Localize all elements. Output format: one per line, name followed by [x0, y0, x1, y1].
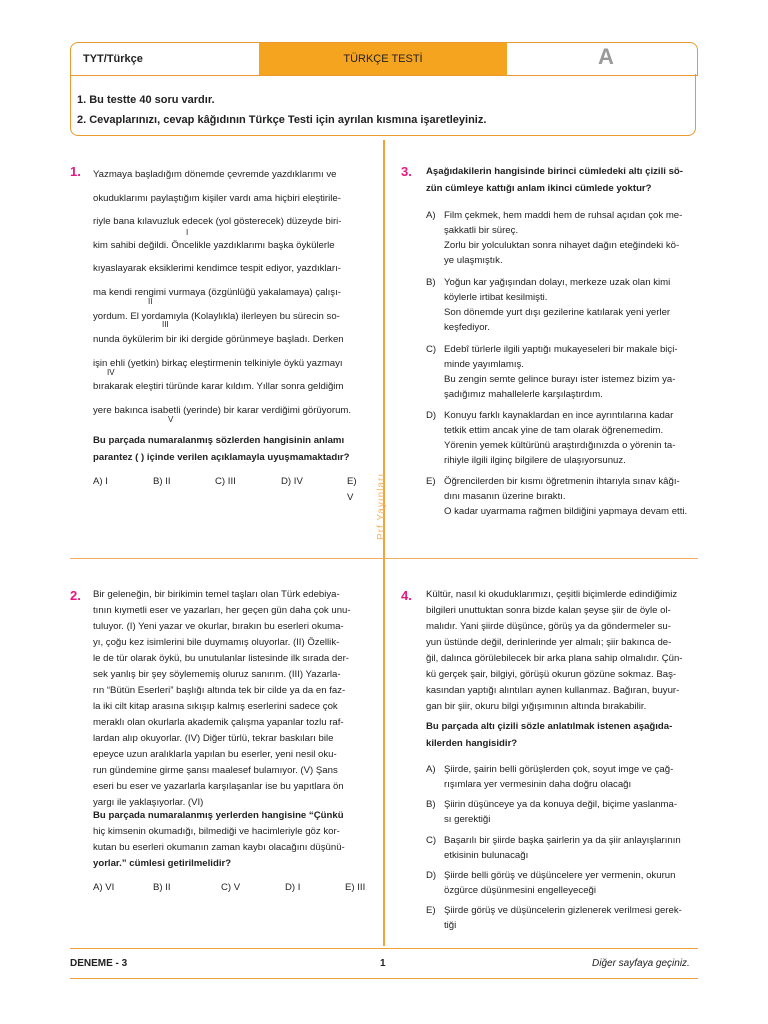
q4-option-e[interactable]	[426, 903, 706, 933]
next-page-note: Diğer sayfaya geçiniz.	[592, 958, 690, 969]
q4-line: yun üstünde değil, derinlerinde yer almalı; şiir bakınca de-	[426, 637, 672, 648]
page-number: 1	[380, 958, 386, 969]
instruction-2: 2. Cevaplarınızı, cevap kâğıdının Türkçe Testi için ayrılan kısmına işaretleyiniz.	[77, 114, 487, 126]
option-line: dını masanın üzerine bıraktı.	[444, 491, 566, 502]
q1-line: ma kendi rengimi vurmaya (özgünlüğü yakalamaya) çalışı-	[93, 286, 341, 298]
q1-line: yordum. El yordamıyla (Kolaylıkla) ilerleyen bu sürecin so-	[93, 310, 340, 322]
option-line: rihiyle ilgili ilginç bilgilere de ulaşıyorsunuz.	[444, 455, 626, 466]
q4-line: gan bir şiir, okuru bilgi yığışımının altında bırakabilir.	[426, 701, 647, 712]
q3-option-e[interactable]	[426, 474, 704, 519]
option-line: tiği	[444, 920, 457, 931]
option-line: ye ulaşmıştık.	[444, 255, 503, 266]
q4-prompt-line: Bu parçada altı çizili sözle anlatılmak istenen aşağıda-	[426, 721, 673, 732]
option-line: köylerle irtibat kesilmişti.	[444, 292, 548, 303]
roman-marker-5: V	[168, 415, 174, 424]
column-divider	[383, 140, 385, 946]
option-b[interactable]: B) II	[153, 882, 171, 893]
exam-name: DENEME - 3	[70, 958, 128, 969]
q1-line: bırakarak eleştiri türünde karar kıldım. Yıllar sonra geldiğim	[93, 381, 344, 393]
subject-label: TYT/Türkçe	[83, 53, 143, 65]
option-line: Yoğun kar yağışından dolayı, merkeze uzak olan kimi	[444, 277, 671, 288]
q4-line: ğil, dalınca görülebilecek bir arka plana sahip olmalıdır. Çün-	[426, 653, 683, 664]
roman-marker-2: II	[148, 297, 153, 306]
option-a[interactable]: A) VI	[93, 882, 115, 893]
publisher-watermark: Prf Yayınları	[376, 472, 387, 540]
option-line: minde yayımlamış.	[444, 359, 524, 370]
option-line: Şiirde görüş ve düşüncelerin gizlenerek verilmesi gerek-	[444, 905, 682, 916]
footer-top-rule	[70, 948, 698, 949]
option-line: Yörenin yemek kültürünü araştırdığınızda o yörenin ta-	[444, 440, 676, 451]
q1-line: nunda öykülerim bir iki dergide görünmeye başladı. Derken	[93, 334, 344, 346]
option-line: Edebî türlerle ilgili yaptığı mukayeseleri bir makale biçi-	[444, 344, 678, 355]
q4-line: Kültür, nasıl ki okuduklarımızı, çeşitli biçimlerde edindiğimiz	[426, 589, 678, 600]
instruction-1: 1. Bu testte 40 soru vardır.	[77, 94, 215, 106]
option-label: C)	[426, 344, 437, 355]
booklet-letter: A	[598, 44, 614, 69]
option-line: Konuyu farklı kaynaklardan en ince ayrıntılarına kadar	[444, 410, 674, 421]
q2-line: la iki cilt kitap arasına sıkışıp kalmış eserlerini sadece çok	[93, 701, 338, 712]
option-line: Şiirde belli görüş ve düşüncelere yer vermenin, okurun	[444, 870, 676, 881]
q2-line: Bir geleneğin, bir birikimin temel taşları olan Türk edebiya-	[93, 589, 340, 600]
roman-marker-4: IV	[107, 368, 115, 377]
question-4-text	[426, 587, 706, 715]
q4-line: bilgileri unuttuktan sonra bizde kalan şeyse şiir de öyle ol-	[426, 605, 671, 616]
q1-prompt-line: Bu parçada numaralanmış sözlerden hangisinin anlamı	[93, 435, 345, 446]
q2-line: le de tür olarak öykü, bu unutulanlar listesinde ilk sırada der-	[93, 653, 349, 664]
option-d[interactable]: D) I	[285, 882, 301, 893]
q4-prompt-line: kilerden hangisidir?	[426, 738, 518, 749]
question-1-prompt	[93, 432, 367, 466]
q2-line: lardan alıp okuyorlar. (IV) Diğer türlü, tekrar baskıları bile	[93, 733, 334, 744]
option-label: B)	[426, 799, 436, 810]
option-line: Zorlu bir yolculuktan sonra nihayet dağın eteğindeki kö-	[444, 240, 680, 251]
option-line: tetkik ettim ancak yine de tam olarak öğrenemedim.	[444, 425, 664, 436]
q3-prompt-line: Aşağıdakilerin hangisinde birinci cümledeki altı çizili sö-	[426, 166, 683, 177]
q4-option-c[interactable]	[426, 833, 706, 863]
question-2-prompt	[93, 808, 369, 872]
option-line: rışımlara yer vermesinin daha doğru olacağı	[444, 779, 632, 790]
footer-bottom-rule	[70, 978, 698, 979]
q4-option-a[interactable]	[426, 762, 706, 792]
option-line: Son dönemde yurt dışı gezilerine katılarak yeni yerler	[444, 307, 671, 318]
option-label: A)	[426, 764, 436, 775]
q3-option-b[interactable]	[426, 275, 704, 335]
option-line: O kadar uyarmama rağmen bildiğini yapmaya devam etti.	[444, 506, 688, 517]
q3-prompt-line: zün cümleye kattığı anlam ikinci cümlede yoktur?	[426, 183, 652, 194]
q1-line: kim sahibi değildi. Öncelikle yazdıklarımı başka öykülerle	[93, 239, 335, 251]
q4-line: malıdır. Yani şiirde düşünce, görüş ya da göndermeler su-	[426, 621, 671, 632]
q2-line: run gündemine girme şansı maalesef bulamıyor. (V) Şans	[93, 765, 338, 776]
option-label: C)	[426, 835, 437, 846]
q4-option-b[interactable]	[426, 797, 706, 827]
option-line: Şiirde, şairin belli görüşlerden çok, soyut imge ve çağ-	[444, 764, 674, 775]
question-3-prompt	[426, 163, 702, 197]
option-line: özgürce düşünmesini engelleyeceği	[444, 885, 596, 896]
question-2-text	[93, 587, 369, 811]
q2-prompt-line: kutan bu eserleri okumanın zaman kaybı olacağını düşünü-	[93, 842, 345, 853]
option-label: E)	[426, 476, 436, 487]
q2-line: rın “Bütün Eserleri” başlığı altında tek bir cilde ya da en faz-	[93, 685, 346, 696]
q2-prompt-line: Bu parçada numaralanmış yerlerden hangisine “Çünkü	[93, 810, 344, 821]
option-d[interactable]: D) IV	[281, 476, 303, 487]
q1-prompt-line: parantez ( ) içinde verilen açıklamayla uyuşmamaktadır?	[93, 452, 350, 463]
row-divider	[70, 558, 698, 559]
option-label: A)	[426, 210, 436, 221]
q3-option-d[interactable]	[426, 408, 704, 468]
option-b[interactable]: B) II	[153, 476, 171, 487]
q2-line: yı, çoğu kez isimlerini bile duymamış oluyorlar. (II) Özellik-	[93, 637, 340, 648]
option-a[interactable]: A) I	[93, 476, 108, 487]
roman-marker-1: I	[186, 228, 189, 237]
option-line: Başarılı bir şiirde başka şairlerin ya da şiir anlayışlarının	[444, 835, 681, 846]
option-c[interactable]: C) III	[215, 476, 236, 487]
q2-line: tının kıymetli eser ve yazarları, her geçen gün daha çok unu-	[93, 605, 351, 616]
q2-line: yargı ile yaklaşıyorlar. (VI)	[93, 797, 204, 808]
option-label: B)	[426, 277, 436, 288]
option-label: D)	[426, 410, 437, 421]
roman-marker-3: III	[162, 320, 169, 329]
q2-line: epeyce uzun aralıklarla yapılan bu eserler, yeni nesil oku-	[93, 749, 337, 760]
question-4-number: 4.	[401, 588, 412, 603]
q1-line: okuduklarımı paylaştığım kişiler vardı ama hiçbiri eleştirile-	[93, 192, 341, 204]
question-3-number: 3.	[401, 164, 412, 179]
option-line: Şiirin düşünceye ya da konuya değil, biçime yaslanma-	[444, 799, 678, 810]
question-1-number: 1.	[70, 164, 81, 179]
q4-line: kasından yaptığı alıntıları aynen kullanmaz. Bağıran, buyur-	[426, 685, 680, 696]
q2-prompt-line: hiç kimsenin okumadığı, bilmediği ve hacimleriyle göz kor-	[93, 826, 340, 837]
q1-line: riyle bana kılavuzluk edecek (yol gösterecek) düzeyde biri-	[93, 216, 342, 228]
q4-option-d[interactable]	[426, 868, 706, 898]
q1-line: yere bakınca isabetli (yerinde) bir karar verdiğimi görüyorum.	[93, 404, 352, 416]
q2-prompt-line: yorlar.” cümlesi getirilmelidir?	[93, 858, 232, 869]
option-line: keşfediyor.	[444, 322, 490, 333]
test-title: TÜRKÇE TESTİ	[259, 43, 507, 75]
q1-line: Yazmaya başladığım dönemde çevremde yazdıklarımı ve	[93, 169, 337, 180]
q2-line: eseri bu eser ve yazarlarla karşılaşanlar ise bu yapıtlara ön	[93, 781, 344, 792]
option-line: Öğrencilerden bir kısmı öğretmenin ihtarıyla sınav kâğı-	[444, 476, 680, 487]
option-c[interactable]: C) V	[221, 882, 241, 893]
question-4-prompt	[426, 718, 706, 752]
instructions-box	[70, 74, 696, 136]
option-line: etkisinin bulunacağı	[444, 850, 529, 861]
option-label: D)	[426, 870, 437, 881]
option-line: şadığımız mahallelerle karşılaştırdım.	[444, 389, 603, 400]
option-line: sı gerektiği	[444, 814, 491, 825]
q3-option-a[interactable]	[426, 208, 704, 268]
option-e[interactable]: E) III	[345, 882, 366, 893]
question-1-text	[93, 163, 367, 423]
option-line: şakkatli bir süreç.	[444, 225, 519, 236]
q4-line: kü gerçek şair, bilgiyi, görüşü okurun gözüne sokmaz. Baş-	[426, 669, 677, 680]
q2-line: sek yanlış bir şey söylememiş oluruz sanırım. (III) Yazarla-	[93, 669, 341, 680]
q1-line: işin ehli (yetkin) birkaç eleştirmenin telkiniyle öykü yazmayı	[93, 357, 343, 369]
q2-line: meraklı olan okurlarla akademik çalışma yapanlar tozlu raf-	[93, 717, 344, 728]
option-e[interactable]: E) V	[347, 476, 357, 503]
q3-option-c[interactable]	[426, 342, 704, 402]
option-line: Film çekmek, hem maddi hem de ruhsal açıdan çok me-	[444, 210, 683, 221]
option-label: E)	[426, 905, 436, 916]
q2-line: tuluyor. (I) Yeni yazar ve okurlar, bırakın bu eserleri okuma-	[93, 621, 344, 632]
option-line: Bu zengin semte gelince burayı ister istemez bizim ya-	[444, 374, 676, 385]
q1-line: kıyaslayarak eksiklerimi kendimce tespit ediyor, yazdıkları-	[93, 263, 341, 275]
question-2-number: 2.	[70, 588, 81, 603]
